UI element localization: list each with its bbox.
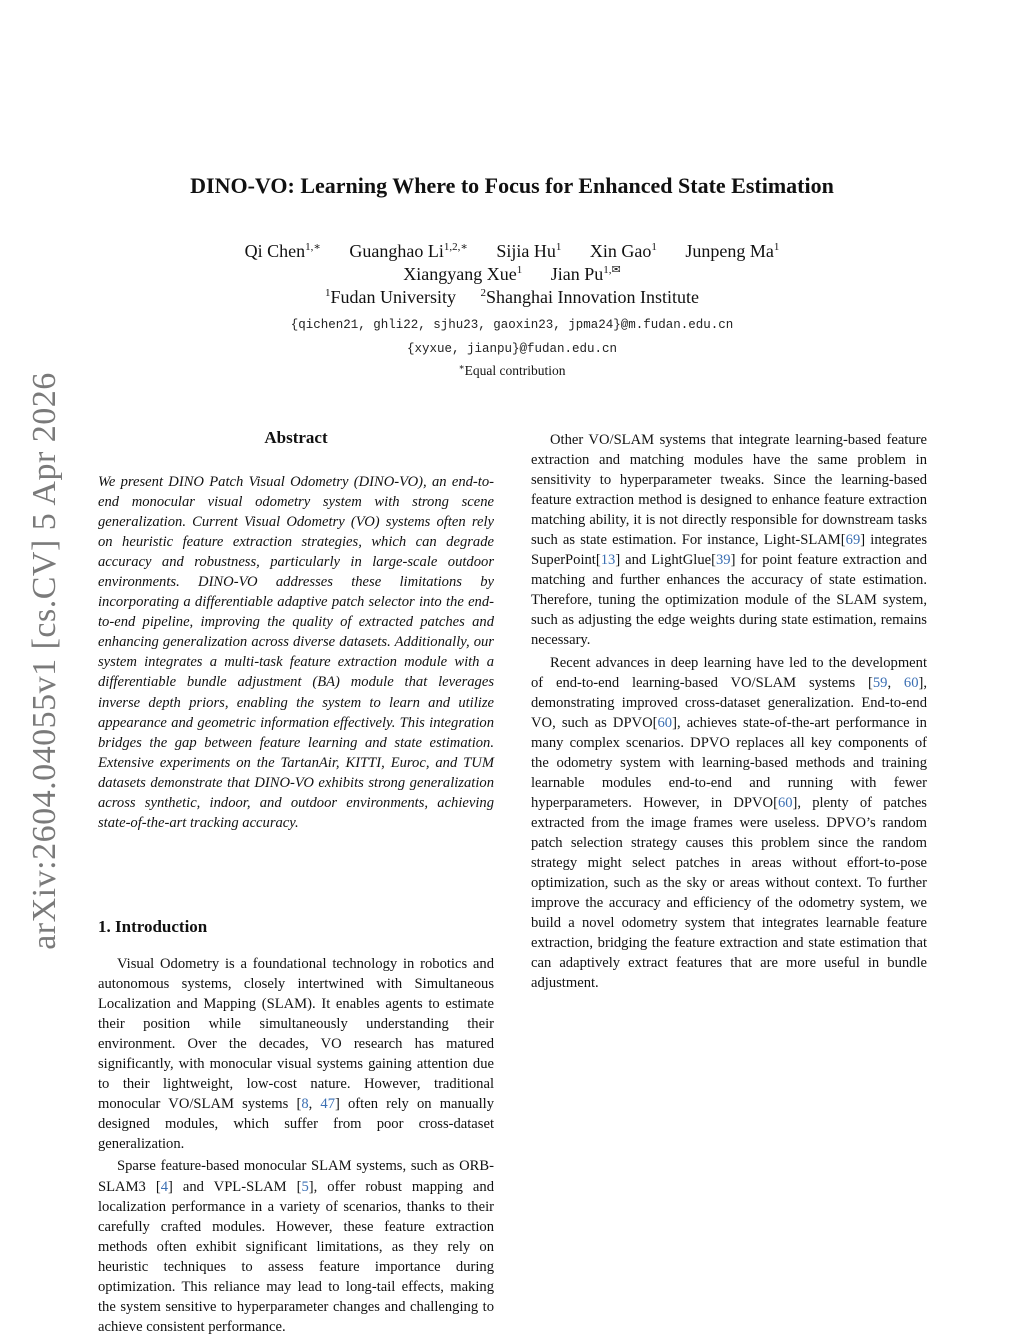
paper-title: DINO-VO: Learning Where to Focus for Enhanced State Estimation xyxy=(190,173,834,198)
introduction-left-column xyxy=(98,954,494,1337)
author-name: Junpeng Ma$^1$ xyxy=(685,241,780,261)
citation-link[interactable]: 13 xyxy=(600,552,616,569)
citation-link[interactable]: 60 xyxy=(777,794,793,811)
author-name: Guanghao $Li^{1,2,∗}$ xyxy=(349,241,468,261)
citation-link[interactable]: 39 xyxy=(715,552,731,569)
email-line[interactable]: {xyxue, jianpu}@fudan.edu.cn xyxy=(406,342,618,356)
affiliation: $^1$Fudan University xyxy=(325,287,457,307)
body-paragraph: Recent advances in deep learning have led to the development of end-to-end learning-based VO/SLAM systems [59, 60], demonstrating improved cross-dataset generalization. End-to-end VO, such as DPVO[60], achieves state-of-the-art performance in many complex scenarios. DPVO replaces all key components of the odometry system with learning-based methods and training learnable modules end-to-end and running with fewer hyperparameters. However, in DPVO[60], plenty of patches extracted from the image frames were useless. DPVO’s random patch selection strategy causes this problem since the random strategy might select patches in areas without effort-to-pose optimization, such as the sky or areas without context. To further improve the accuracy and efficiency of the odometry system, we build a novel odometry system that integrates learnable feature extraction, bridging the feature extraction and state estimation that can adaptively extract features that are more useful in bundle adjustment. xyxy=(531,654,928,992)
affiliations xyxy=(0,287,1024,308)
citation-link[interactable]: 5 xyxy=(301,1178,309,1195)
author-name: Qi Chen$^{1,∗}$ xyxy=(244,241,321,261)
citation-link[interactable]: 4 xyxy=(160,1178,168,1195)
citation-link[interactable]: 60 xyxy=(657,714,673,731)
body-paragraph: Other VO/SLAM systems that integrate learning-based feature extraction and matching modules have the same problem in sensitivity to hyperparameter tweaks. Since the learning-based feature extraction method is designed to enhance feature extraction matching ability, it is not directly responsible for downstream tasks such as state estimation. For instance, Light-SLAM[69] integrates SuperPoint[13] and LightGlue[39] for point feature extraction and matching and further enhances the accuracy of state estimation. Therefore, tuning the optimization module of the SLAM system, such as adjusting the edge weights during state estimation, remains necessary. xyxy=(531,432,927,649)
citation-link[interactable]: 60 xyxy=(903,674,919,691)
abstract-paragraph: We present DINO Patch Visual Odometry (DINO-VO), an end-to-end monocular visual odometry system with strong scene generalization. Current Visual Odometry (VO) systems often rely on heuristic feature extraction strategies, which can degrade accuracy and robustness, particularly in large-scale outdoor environments. DINO-VO addresses these limitations by incorporating a differentiable adaptive patch selector into the end-to-end pipeline, improving the quality of extracted patches and enhancing generalization across diverse datasets. Additionally, our system integrates a multi-task feature extraction module with a differentiable bundle adjustment (BA) module that leverages inverse depth priors, enabling the system to learn and utilize appearance and geometric information effectively. This integration bridges the gap between feature learning and state estimation. Extensive experiments on the TartanAir, KITTI, Euroc, and TUM datasets demonstrate that DINO-VO exhibits strong generalization across synthetic, indoor, and outdoor environments, achieving state-of-the-art tracking accuracy. xyxy=(98,474,494,831)
author-name: Jian $Pu^{1,✉}$ xyxy=(550,264,621,284)
email-line[interactable]: {qichen21, ghli22, sjhu23, gaoxin23, jpma24}@m.fudan.edu.cn xyxy=(290,318,734,332)
citation-link[interactable]: 8 xyxy=(301,1096,309,1113)
author-list xyxy=(0,240,1024,286)
affiliation: $^2$Shanghai Innovation Institute xyxy=(480,287,699,307)
author-line-1 xyxy=(0,240,1024,263)
introduction-heading: 1. Introduction xyxy=(98,917,208,936)
author-name: Xin Gao$^1$ xyxy=(589,241,657,261)
equal-contribution-note: ∗Equal contribution xyxy=(458,362,566,378)
introduction-right-column xyxy=(531,430,927,993)
body-paragraph: Sparse feature-based monocular SLAM systems, such as ORB-SLAM3 [4] and VPL-SLAM [5], offer robust mapping and localization performance in a variety of scenarios, thanks to their carefully crafted modules. However, these feature extraction methods often exhibit significant limitations, as they rely on heuristic techniques to assess feature importance during optimization. This reliance may lead to long-tail effects, making the system sensitive to hyperparameter changes and challenging to achieve consistent performance. xyxy=(98,1158,494,1335)
author-name: Xiangyang Xue$^1$ xyxy=(403,264,523,284)
citation-link[interactable]: 47 xyxy=(320,1096,336,1113)
citation-link[interactable]: 69 xyxy=(845,532,861,549)
arxiv-identifier-text: arXiv:2604.04055v1 [cs.CV] 5 Apr 2026 xyxy=(26,372,63,950)
arxiv-identifier xyxy=(10,372,80,950)
author-line-2 xyxy=(0,263,1024,286)
body-paragraph: Visual Odometry is a foundational technology in robotics and autonomous systems, closely intertwined with Simultaneous Localization and Mapping (SLAM). It enables agents to estimate their position while simultaneously understanding their environment. Over the decades, VO research has matured significantly, with monocular visual systems gaining attention due to their lightweight, low-cost nature. However, traditional monocular VO/SLAM systems [8, 47] often rely on manually designed modules, which suffer from poor cross-dataset generalization. xyxy=(98,956,495,1153)
citation-link[interactable]: 59 xyxy=(872,674,888,691)
abstract-text xyxy=(98,472,494,833)
abstract-heading: Abstract xyxy=(264,428,328,447)
author-name: Sijia Hu$^1$ xyxy=(496,241,562,261)
